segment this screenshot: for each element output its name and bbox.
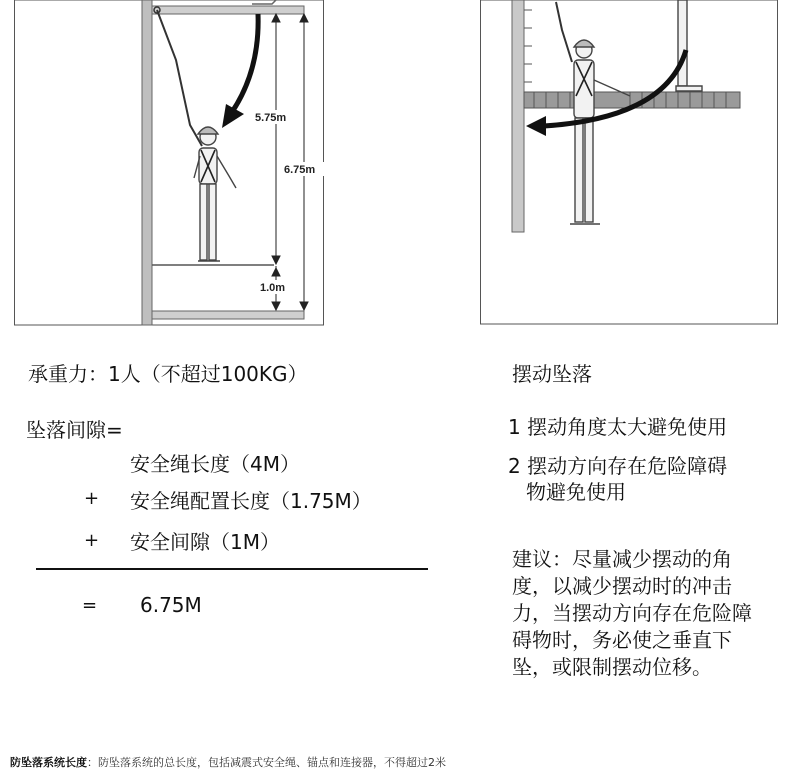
dim-total: 6.75m xyxy=(284,164,316,176)
fall-clearance-illustration xyxy=(14,0,324,326)
swing-item-2-line1: 2 摆动方向存在危险障碍 xyxy=(508,454,728,478)
result-value: 6.75M xyxy=(140,593,202,617)
suggestion-text: 建议：尽量减少摆动的角度，以减少摆动时的冲击力，当摆动方向存在危险障碍物时，务必使之垂直下坠，或限制摆动位移。 xyxy=(512,547,752,679)
floor-beam xyxy=(152,311,304,319)
column xyxy=(512,0,524,232)
bottom-note-label: 防坠落系统长度 xyxy=(10,756,87,769)
rope-length-line: 安全绳长度（4M） xyxy=(130,452,300,476)
safety-gap-line: 安全间隙（1M） xyxy=(130,530,280,554)
sum-rule xyxy=(36,568,428,570)
equals-sign: = xyxy=(82,595,98,616)
swing-item-2-line2: 物避免使用 xyxy=(526,480,626,504)
bottom-note-text: ：防坠落系统的总长度，包括减震式安全绳、锚点和连接器，不得超过2米 xyxy=(87,756,446,769)
plus-sign-1: + xyxy=(84,488,100,509)
swing-item-1: 1 摆动角度太大避免使用 xyxy=(508,415,728,439)
top-beam xyxy=(152,6,304,14)
dim-lower: 1.0m xyxy=(260,282,286,294)
plus-sign-2: + xyxy=(84,530,100,551)
dim-upper: 5.75m xyxy=(255,112,287,124)
swing-fall-illustration xyxy=(480,0,778,326)
swing-title: 摆动坠落 xyxy=(512,362,592,386)
bottom-note xyxy=(10,754,446,770)
rope-config-line: 安全绳配置长度（1.75M） xyxy=(130,489,372,513)
capacity-text: 承重力：1人（不超过100KG） xyxy=(28,362,308,386)
column xyxy=(142,0,152,325)
clearance-title: 坠落间隙= xyxy=(26,418,123,442)
